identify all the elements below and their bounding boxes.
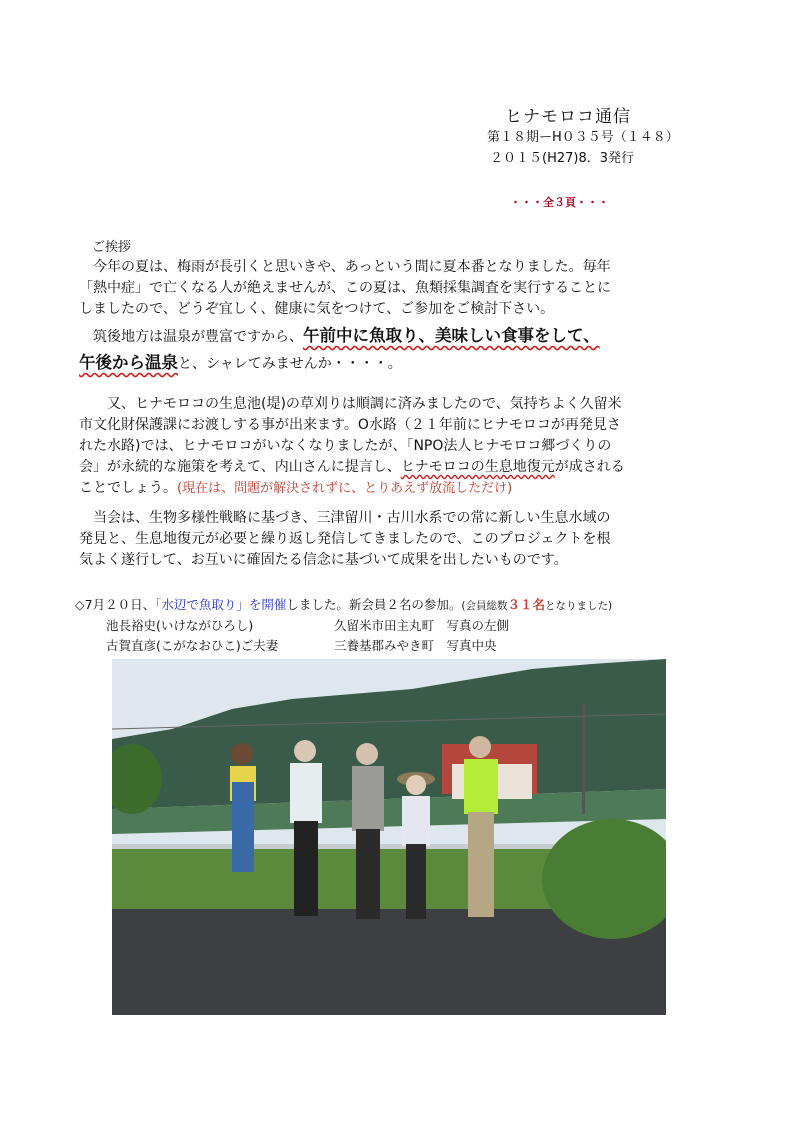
text-line: 今年の夏は、梅雨が長引くと思いきや、あっという間に夏本番となりました。毎年 bbox=[79, 259, 611, 275]
greeting-paragraph-1 bbox=[79, 257, 611, 320]
member-note bbox=[461, 597, 613, 612]
text-line: しましたので、どうぞ宜しく、健康に気をつけて、ご参加をご検討下さい。 bbox=[79, 301, 555, 317]
event-text: しました。新会員２名の参加。 bbox=[286, 597, 462, 612]
status-note: (現在は、問題が解決されずに、とりあえず放流しただけ) bbox=[177, 481, 513, 496]
emphasis-text: 午後から温泉 bbox=[79, 353, 178, 372]
greeting-paragraph-2 bbox=[79, 323, 600, 377]
text-line: 市文化財保護課にお渡しする事が出来ます。O水路（２１年前にヒナモロコが再発見さ bbox=[79, 417, 621, 433]
body-paragraph-3 bbox=[79, 394, 625, 499]
text-line: 又、ヒナモロコの生息池(堤)の草刈りは順調に済みましたので、気持ちよく久留米 bbox=[79, 396, 622, 412]
photo-person-5 bbox=[464, 736, 498, 917]
greeting-heading: ご挨拶 bbox=[92, 240, 132, 255]
member-note-post: となりました) bbox=[544, 600, 613, 612]
member-location: 三養基郡みやき町 写真中央 bbox=[334, 638, 497, 653]
emphasis-text: 午前中に魚取り、美味しい食事をして、 bbox=[303, 326, 600, 345]
text-span: ことでしょう。 bbox=[79, 480, 177, 496]
photo-pole bbox=[582, 704, 585, 814]
text-span: 会」が永続的な施策を考えて、内山さんに提言し、 bbox=[79, 459, 401, 475]
underlined-text: ヒナモロコの生息地復元 bbox=[400, 459, 555, 475]
photo-person-2 bbox=[290, 740, 322, 916]
member-name: 池長裕史(いけながひろし) bbox=[106, 618, 254, 633]
photo-person-3 bbox=[352, 743, 384, 919]
event-announcement bbox=[75, 595, 612, 613]
text-line: れた水路)では、ヒナモロコがいなくなりましたが、「NPO法人ヒナモロコ郷づくりの bbox=[79, 438, 612, 454]
newsletter-title: ヒナモロコ通信 bbox=[505, 107, 631, 127]
text-span: 筑後地方は温泉が豊富ですから、 bbox=[79, 329, 303, 345]
member-count: ３１名 bbox=[507, 597, 545, 612]
member-note-pre: (会員総数 bbox=[461, 600, 508, 612]
text-line: 気よく遂行して、お互いに確固たる信念に基づいて成果を出したいものです。 bbox=[79, 552, 568, 568]
event-date: ◇7月２０日、 bbox=[75, 597, 156, 612]
event-title: 「水辺で魚取り」を開催 bbox=[155, 597, 287, 612]
text-line: 「熱中症」で亡くなる人が絶えませんが、この夏は、魚類採集調査を実行することに bbox=[79, 280, 611, 296]
page-count: ・・・全３頁・・・ bbox=[510, 196, 609, 209]
issue-number: 第１８期ーH０３５号（１４８） bbox=[487, 130, 679, 145]
text-span: と、シャレてみませんか・・・・。 bbox=[178, 356, 402, 372]
text-line: 発見と、生息地復元が必要と繰り返し発信してきましたので、このプロジェクトを根 bbox=[79, 531, 611, 547]
text-span: が成される bbox=[554, 459, 625, 475]
group-photo bbox=[112, 659, 666, 1015]
text-line: 当会は、生物多様性戦略に基づき、三津留川・古川水系での常に新しい生息水域の bbox=[79, 510, 611, 526]
member-location: 久留米市田主丸町 写真の左側 bbox=[334, 618, 510, 633]
member-name: 古賀直彦(こがなおひこ)ご夫妻 bbox=[106, 638, 279, 653]
body-paragraph-4 bbox=[79, 508, 610, 571]
issue-date: ２０１５(H27)8．3発行 bbox=[490, 151, 635, 166]
